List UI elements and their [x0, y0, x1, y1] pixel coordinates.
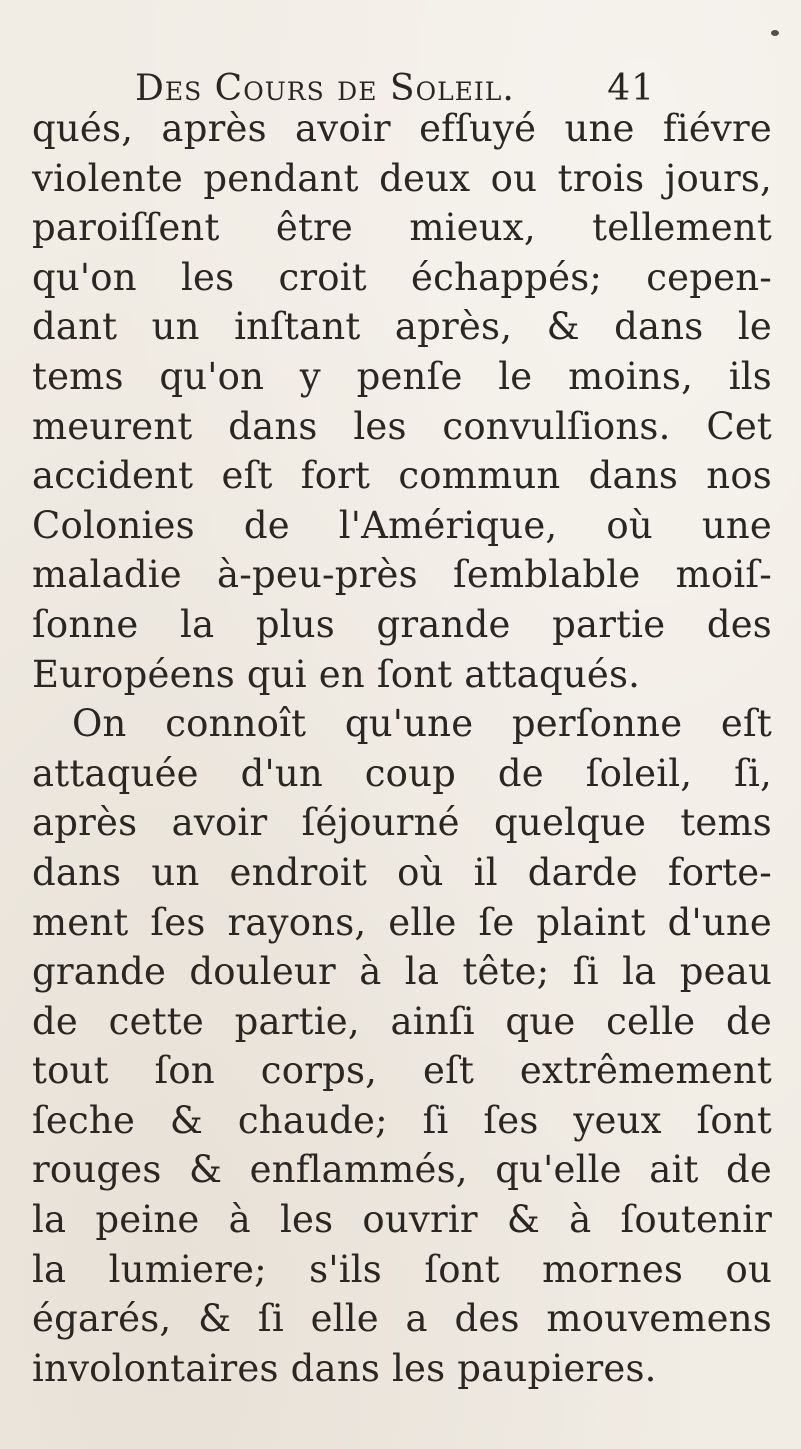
ink-speck [771, 30, 779, 36]
running-head-title: Des Cours de Soleil. [135, 68, 515, 109]
text-line: qués, après avoir efſuyé une fiévre [32, 107, 772, 150]
text-line: tems qu'on y penſe le moins, ils [32, 354, 772, 398]
text-line: de cette partie, ainſi que celle de [32, 999, 772, 1043]
text-line: rouges & enflammés, qu'elle ait de [32, 1148, 772, 1192]
text-line: la peine à les ouvrir & à ſoutenir [32, 1198, 772, 1242]
paragraph-end-line: involontaires dans les paupieres. [32, 1346, 657, 1390]
text-line: ment ſes rayons, elle ſe plaint d'une [32, 900, 772, 944]
text-line: meurent dans les convulſions. Cet [32, 404, 772, 448]
text-line: grande douleur à la tête; ſi la peau [32, 950, 772, 994]
paragraph-start-line: On connoît qu'une perſonne eſt [72, 702, 772, 746]
text-line: attaquée d'un coup de ſoleil, ſi, [32, 751, 772, 795]
text-line: maladie à-peu-près ſemblable moiſ- [32, 553, 772, 597]
text-line: qu'on les croit échappés; cepen- [32, 255, 772, 299]
text-line: ſeche & chaude; ſi ſes yeux ſont [32, 1098, 772, 1142]
text-line: accident eſt fort commun dans nos [32, 454, 772, 498]
body-text [32, 104, 772, 1393]
text-line: Colonies de l'Amérique, où une [32, 503, 772, 547]
text-line: paroiſſent être mieux, tellement [32, 206, 772, 250]
text-line: dans un endroit où il darde forte- [32, 850, 772, 894]
text-line: égarés, & ſi elle a des mouvemens [32, 1297, 772, 1341]
text-line: dant un inſtant après, & dans le [32, 305, 772, 349]
text-line: ſonne la plus grande partie des [32, 602, 772, 646]
text-line: violente pendant deux ou trois jours, [32, 156, 772, 200]
page-number: 41 [607, 68, 655, 109]
text-line: la lumiere; s'ils ſont mornes ou [32, 1247, 772, 1291]
text-line: tout ſon corps, eſt extrêmement [32, 1049, 772, 1093]
paragraph-end-line: Européens qui en ſont attaqués. [32, 652, 641, 696]
text-line: après avoir ſéjourné quelque tems [32, 801, 772, 845]
